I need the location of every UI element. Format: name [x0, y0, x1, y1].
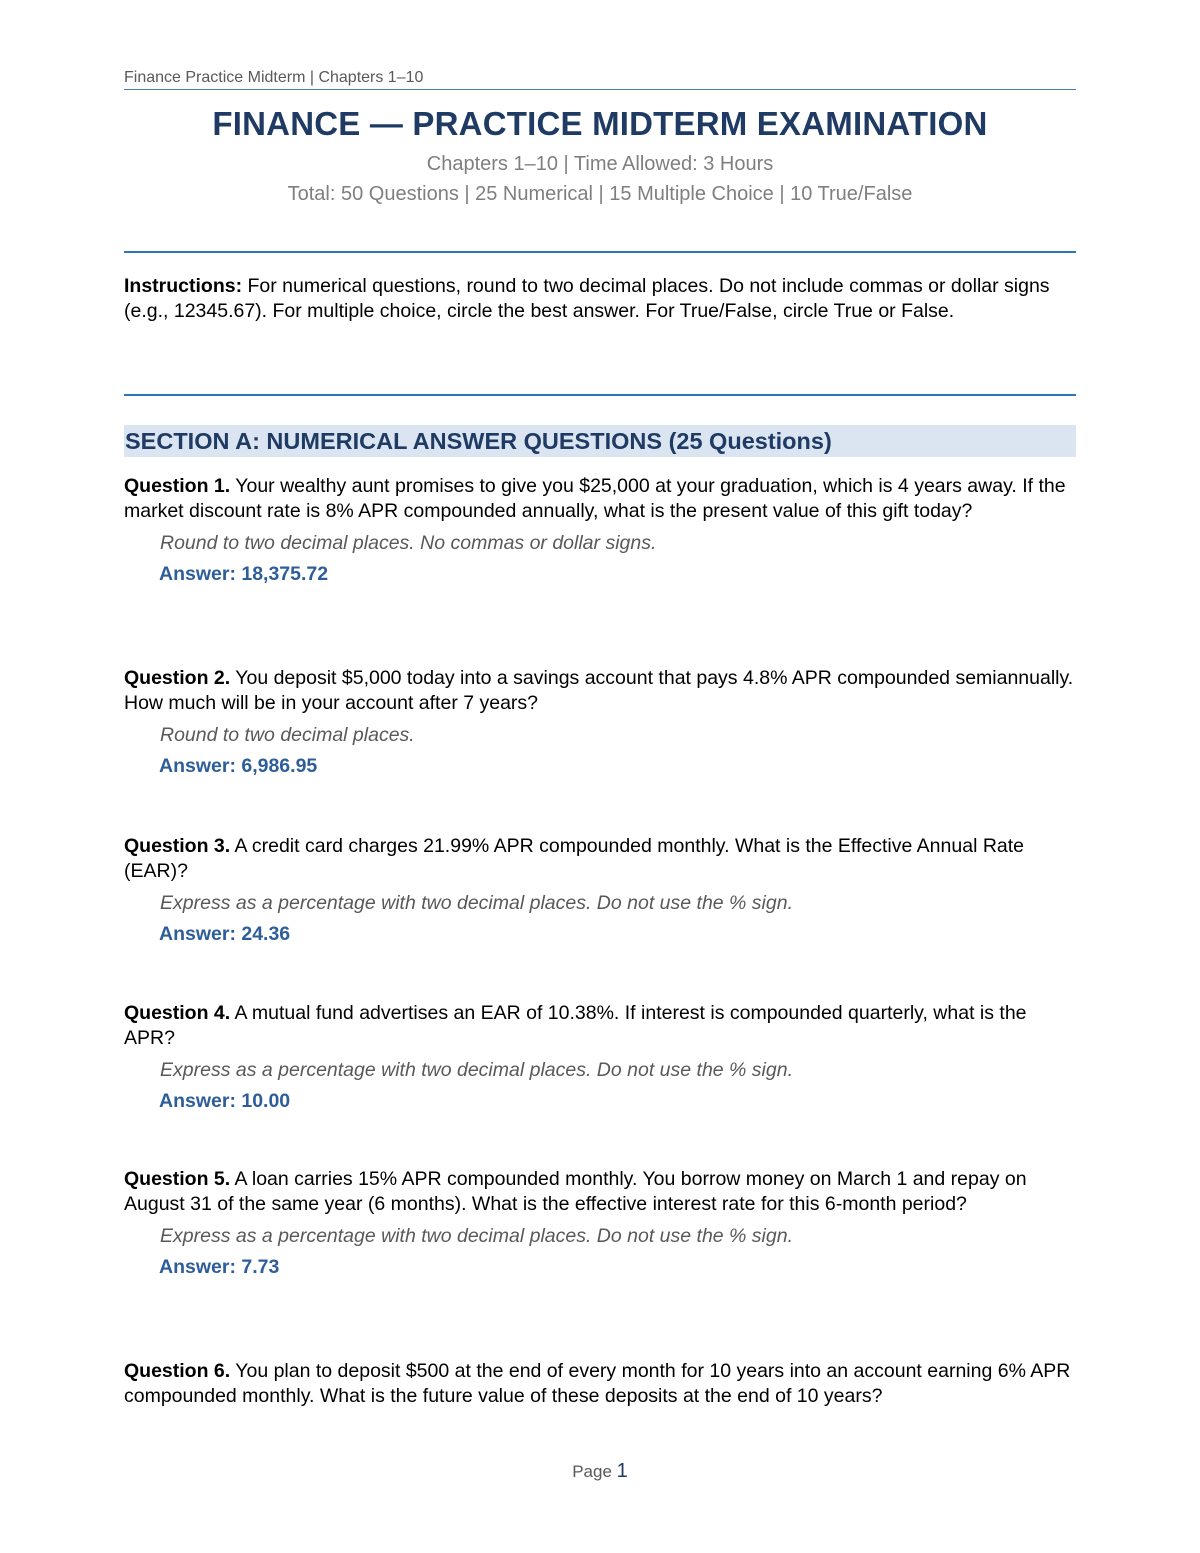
page-title: FINANCE — PRACTICE MIDTERM EXAMINATION: [212, 105, 988, 142]
question-hint: Express as a percentage with two decimal places. Do not use the % sign.: [160, 892, 793, 914]
question-label: Question 3.: [124, 835, 231, 857]
question-3: [124, 834, 1076, 947]
question-body: You deposit $5,000 today into a savings account that pays 4.8% APR compounded semiannually. How much will be in your account after 7 years?: [124, 667, 1074, 714]
question-label: Question 1.: [124, 475, 231, 497]
question-label: Question 2.: [124, 667, 231, 689]
instructions-text: For numerical questions, round to two decimal places. Do not include commas or dollar signs (e.g., 12345.67). For multiple choice, circle the best answer. For True/False, circle True or False.: [124, 275, 1050, 322]
question-hint: Express as a percentage with two decimal places. Do not use the % sign.: [160, 1059, 793, 1081]
instructions-label: Instructions:: [124, 275, 243, 297]
question-4: [124, 1001, 1076, 1114]
question-body: A loan carries 15% APR compounded monthly. You borrow money on March 1 and repay on August 31 of the same year (6 months). What is the effective interest rate for this 6-month period?: [124, 1168, 1027, 1215]
question-2: [124, 666, 1076, 779]
divider: [124, 394, 1076, 396]
question-text: [124, 666, 1076, 716]
question-hint: Round to two decimal places.: [160, 724, 415, 746]
question-body: Your wealthy aunt promises to give you $25,000 at your graduation, which is 4 years away. If the market discount rate is 8% APR compounded annually, what is the present value of this gift today?: [124, 475, 1066, 522]
subtitle-totals: Total: 50 Questions | 25 Numerical | 15 Multiple Choice | 10 True/False: [287, 183, 913, 205]
question-text: [124, 474, 1076, 524]
subtitle-chapters-time: Chapters 1–10 | Time Allowed: 3 Hours: [426, 153, 774, 175]
question-label: Question 5.: [124, 1168, 231, 1190]
question-answer: Answer: 18,375.72: [159, 563, 329, 585]
question-1: [124, 474, 1076, 587]
question-body: A credit card charges 21.99% APR compounded monthly. What is the Effective Annual Rate (EAR)?: [124, 835, 1025, 882]
question-answer: Answer: 10.00: [159, 1090, 291, 1112]
question-answer: Answer: 24.36: [159, 923, 291, 945]
instructions: [124, 274, 1076, 324]
question-label: Question 6.: [124, 1360, 231, 1382]
question-text: [124, 1167, 1076, 1217]
question-text: [124, 834, 1076, 884]
question-text: [124, 1001, 1076, 1051]
question-body: You plan to deposit $500 at the end of every month for 10 years into an account earning 6% APR compounded monthly. What is the future value of these deposits at the end of 10 years?: [124, 1360, 1071, 1407]
question-answer: Answer: 6,986.95: [159, 755, 318, 777]
page-footer: [0, 1460, 1200, 1483]
running-header: Finance Practice Midterm | Chapters 1–10: [124, 69, 424, 86]
question-label: Question 4.: [124, 1002, 231, 1024]
question-text: [124, 1359, 1076, 1409]
section-a-heading: SECTION A: NUMERICAL ANSWER QUESTIONS (25 Questions): [124, 425, 1076, 457]
question-hint: Express as a percentage with two decimal places. Do not use the % sign.: [160, 1225, 793, 1247]
page-number: 1: [616, 1460, 628, 1482]
question-answer: Answer: 7.73: [159, 1256, 280, 1278]
question-5: [124, 1167, 1076, 1280]
page-label: Page: [572, 1462, 617, 1481]
divider: [124, 251, 1076, 253]
question-hint: Round to two decimal places. No commas or dollar signs.: [160, 532, 657, 554]
header-divider: [124, 89, 1076, 90]
question-6: [124, 1359, 1076, 1409]
question-body: A mutual fund advertises an EAR of 10.38%. If interest is compounded quarterly, what is the APR?: [124, 1002, 1027, 1049]
